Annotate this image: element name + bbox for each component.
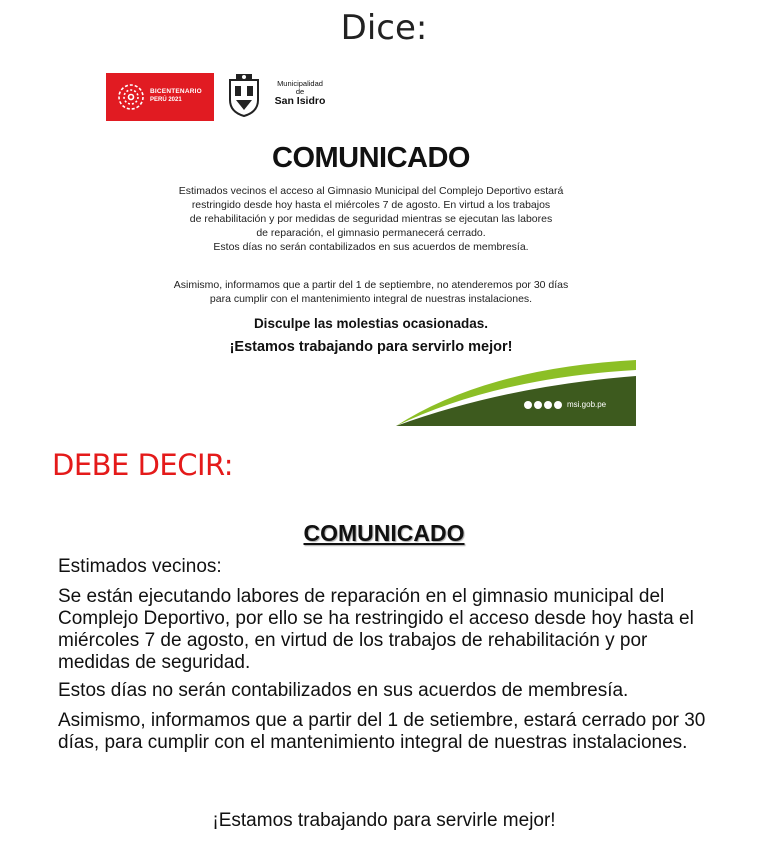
original-p1-line: restringido desde hoy hasta el miércoles 7 de agosto. En virtud a los trabajos [191, 199, 551, 211]
bicentenario-text: BICENTENARIO [150, 88, 202, 95]
twitter-icon[interactable] [534, 401, 542, 409]
corrected-paragraph-2: Estos días no serán contabilizados en sus acuerdos de membresía. [58, 680, 629, 701]
corrected-paragraph-3: Asimismo, informamos que a partir del 1 de setiembre, estará cerrado por 30 días, para cumplir con el mantenimiento integral de nuestras instalaciones. [58, 710, 706, 753]
san-isidro-crest-icon [224, 72, 264, 118]
green-wave-banner [396, 360, 636, 426]
original-paragraph-2 [126, 278, 616, 306]
original-notice-image [106, 70, 636, 426]
municipality-line1: Municipalidad [277, 79, 323, 88]
original-p1-line: de rehabilitación y por medidas de seguridad mientras se ejecutan las labores [189, 213, 553, 225]
original-paragraph-1 [136, 184, 606, 254]
corrected-paragraph-1: Se están ejecutando labores de reparación en el gimnasio municipal del Complejo Deportivo, por ello se ha restringido el acceso desde hoy hasta el miércoles 7 de agosto, en virtud de los trabajos de rehabilitación y por medidas de seguridad. [58, 586, 694, 673]
facebook-icon[interactable] [524, 401, 532, 409]
bicentenario-emblem-icon [116, 82, 146, 112]
municipality-logo-text [269, 80, 331, 107]
original-p2-line: para cumplir con el mantenimiento integral de nuestras instalaciones. [209, 293, 533, 305]
original-p1-line: de reparación, el gimnasio permanecerá cerrado. [256, 227, 486, 239]
corrected-greeting: Estimados vecinos: [58, 556, 222, 577]
correction-label: DEBE DECIR: [52, 448, 234, 482]
peru-2021-text: PERÚ 2021 [150, 97, 182, 103]
social-links [524, 400, 606, 409]
youtube-icon[interactable] [554, 401, 562, 409]
website-link[interactable]: msi.gob.pe [567, 400, 607, 409]
instagram-icon[interactable] [544, 401, 552, 409]
corrected-closing: ¡Estamos trabajando para servirle mejor! [212, 810, 556, 831]
original-working-message: ¡Estamos trabajando para servirlo mejor! [229, 339, 513, 355]
original-p2-line: Asimismo, informamos que a partir del 1 de septiembre, no atenderemos por 30 días [173, 279, 569, 291]
corrected-title: COMUNICADO [303, 520, 465, 546]
bicentenario-logo [106, 73, 214, 121]
municipality-line3: San Isidro [274, 95, 326, 107]
municipality-line2: de [295, 86, 305, 96]
original-p1-line: Estos días no serán contabilizados en sus acuerdos de membresía. [213, 241, 529, 253]
original-title: COMUNICADO [272, 142, 470, 174]
original-apology: Disculpe las molestias ocasionadas. [253, 316, 489, 331]
original-p1-line: Estimados vecinos el acceso al Gimnasio Municipal del Complejo Deportivo estará [178, 185, 564, 197]
dice-heading: Dice: [340, 8, 428, 48]
